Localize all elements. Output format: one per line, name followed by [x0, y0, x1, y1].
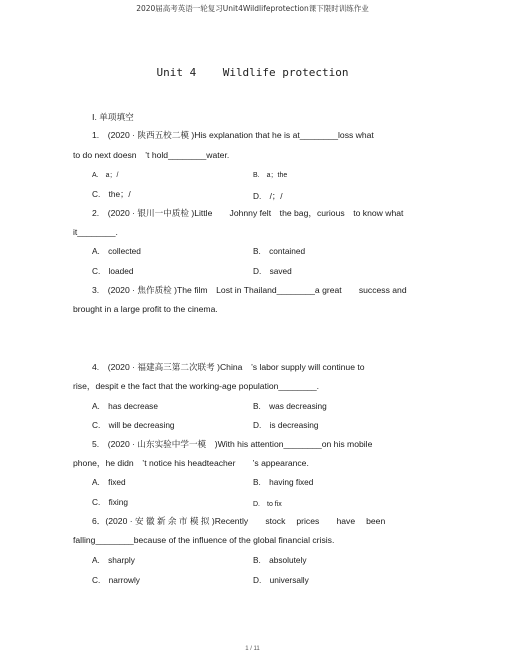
- question-6-option-d: D. universally: [253, 575, 309, 585]
- page-number: 1 / 11: [245, 646, 260, 652]
- question-6-option-a: A. sharply: [92, 555, 135, 565]
- question-5-line-2: phone，he didn ’t notice his headteacher ’s appearance.: [73, 458, 309, 468]
- question-6-line-1: 6．(2020 · 安 徽 新 余 市 模 拟 )Recently stock prices have been: [92, 516, 386, 526]
- question-1-line-2: to do next doesn ’t hold________water.: [73, 150, 230, 160]
- question-2-option-a: A. collected: [92, 246, 141, 256]
- question-6-line-2: falling________because of the influence of the global financial crisis.: [73, 535, 335, 545]
- question-1-option-b: B. a；the: [253, 172, 288, 179]
- question-1-option-c: C. the；/: [92, 189, 131, 199]
- document-header: 2020届高考英语一轮复习Unit4Wildlifeprotection课下限时训练作业: [136, 4, 369, 13]
- question-2-line-1: 2. (2020 · 银川一中质检 )Little Johnny felt the bag，curious to know what: [92, 208, 404, 218]
- question-2-option-d: D. saved: [253, 266, 292, 276]
- question-1-line-1: 1. (2020 · 陕西五校二模 )His explanation that he is at________loss what: [92, 130, 374, 140]
- question-3-line-2: brought in a large profit to the cinema.: [73, 304, 218, 314]
- question-4-option-a: A. has decrease: [92, 401, 158, 411]
- question-2-option-b: B. contained: [253, 246, 306, 256]
- question-1-option-a: A. a；/: [92, 172, 119, 179]
- question-5-option-b: B. having fixed: [253, 477, 314, 487]
- question-5-line-1: 5. (2020 · 山东实验中学一模 )With his attention________on his mobile: [92, 439, 373, 449]
- question-6-option-b: B. absolutely: [253, 555, 307, 565]
- question-5-option-d: D. to fix: [253, 501, 282, 508]
- question-2-line-2: it________.: [73, 227, 118, 237]
- question-2-option-c: C. loaded: [92, 266, 134, 276]
- question-4-option-b: B. was decreasing: [253, 401, 327, 411]
- page-title: Unit 4 Wildlife protection: [156, 66, 349, 79]
- question-3-line-1: 3. (2020 · 焦作质检 )The film Lost in Thailand________a great success and: [92, 285, 407, 295]
- section-heading: Ⅰ. 单项填空: [92, 112, 134, 122]
- question-1-option-d: D. /；/: [253, 191, 283, 201]
- question-4-line-1: 4. (2020 · 福建高三第二次联考 )China ’s labor supply will continue to: [92, 362, 365, 372]
- question-4-line-2: rise，despit e the fact that the working-age population________.: [73, 381, 320, 391]
- question-6-option-c: C. narrowly: [92, 575, 140, 585]
- question-5-option-c: C. fixing: [92, 497, 128, 507]
- question-4-option-d: D. is decreasing: [253, 420, 319, 430]
- question-5-option-a: A. fixed: [92, 477, 126, 487]
- question-4-option-c: C. will be decreasing: [92, 420, 175, 430]
